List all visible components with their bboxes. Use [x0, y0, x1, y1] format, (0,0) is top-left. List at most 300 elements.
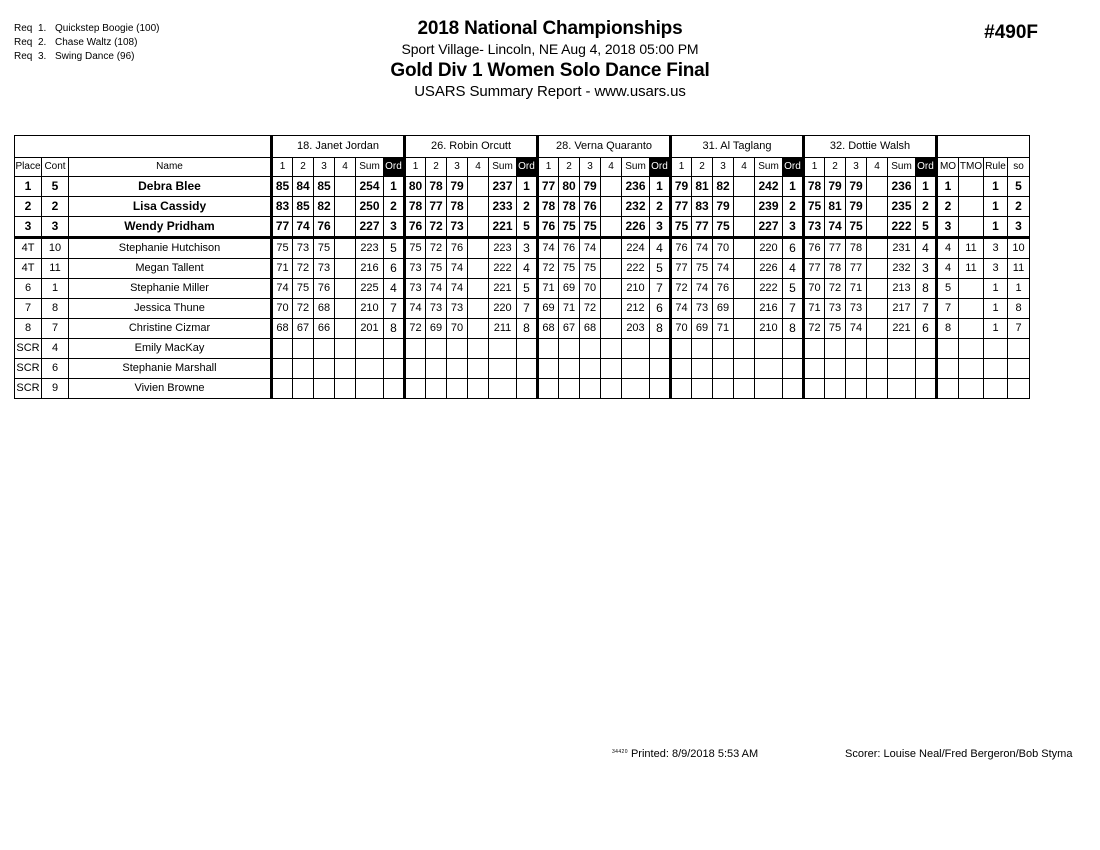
report-subtitle: USARS Summary Report - www.usars.us	[414, 83, 686, 100]
cell-mo: 2	[937, 197, 959, 217]
cell-score	[468, 177, 489, 197]
cell-ordinal: 2	[650, 197, 671, 217]
cell-score	[314, 339, 335, 359]
cell-score: 73	[692, 299, 713, 319]
cell-so: 5	[1008, 177, 1030, 197]
cell-score: 69	[559, 279, 580, 299]
cell-score: 74	[447, 259, 468, 279]
cell-score: 71	[804, 299, 825, 319]
table-row	[15, 217, 1030, 238]
cell-sum: 227	[755, 217, 783, 238]
cell-score	[867, 359, 888, 379]
cell-sum	[489, 379, 517, 399]
cell-score	[335, 279, 356, 299]
cell-place: 8	[15, 319, 42, 339]
cell-score: 71	[846, 279, 867, 299]
cell-sum: 239	[755, 197, 783, 217]
cell-score: 76	[580, 197, 601, 217]
cell-score: 74	[580, 238, 601, 259]
cell-ordinal	[384, 359, 405, 379]
cell-score	[867, 259, 888, 279]
cell-sum: 224	[622, 238, 650, 259]
cell-ordinal	[517, 339, 538, 359]
cell-ordinal	[650, 359, 671, 379]
cell-score: 77	[538, 177, 559, 197]
cell-score: 69	[538, 299, 559, 319]
cell-score	[272, 379, 293, 399]
requirement-number: 1.	[38, 23, 47, 34]
cell-ordinal: 5	[650, 259, 671, 279]
cell-ordinal	[783, 359, 804, 379]
cell-score	[447, 379, 468, 399]
cell-place: SCR	[15, 339, 42, 359]
cell-score: 74	[426, 279, 447, 299]
cell-place: 3	[15, 217, 42, 238]
cell-ordinal: 1	[783, 177, 804, 197]
cell-ordinal: 6	[783, 238, 804, 259]
requirement-label: Req	[14, 51, 33, 62]
cell-rule	[984, 359, 1008, 379]
cell-score: 73	[293, 238, 314, 259]
column-header-judge-4: 4	[601, 158, 622, 177]
cell-contestant-number: 3	[42, 217, 69, 238]
cell-score	[692, 379, 713, 399]
column-header-judge-2: 2	[692, 158, 713, 177]
cell-score	[426, 359, 447, 379]
cell-skater-name: Vivien Browne	[69, 379, 272, 399]
cell-score	[601, 359, 622, 379]
cell-skater-name: Christine Cizmar	[69, 319, 272, 339]
cell-score: 79	[671, 177, 692, 197]
cell-contestant-number: 6	[42, 359, 69, 379]
cell-score	[671, 379, 692, 399]
cell-score	[825, 359, 846, 379]
cell-score	[468, 319, 489, 339]
column-header-judge-1: 1	[804, 158, 825, 177]
cell-ordinal: 3	[650, 217, 671, 238]
cell-score	[335, 359, 356, 379]
cell-so: 10	[1008, 238, 1030, 259]
cell-rule: 1	[984, 279, 1008, 299]
cell-ordinal: 2	[517, 197, 538, 217]
requirement-label: Req	[14, 23, 33, 34]
column-header-cont: Cont	[42, 158, 69, 177]
cell-sum: 213	[888, 279, 916, 299]
requirement-text: Swing Dance (96)	[55, 51, 135, 62]
cell-score: 71	[538, 279, 559, 299]
cell-score	[405, 359, 426, 379]
cell-score: 67	[293, 319, 314, 339]
judge-name-header	[405, 136, 538, 158]
cell-score	[335, 177, 356, 197]
cell-ordinal: 5	[384, 238, 405, 259]
judge-label: 28. Verna Quaranto	[555, 140, 652, 152]
cell-ordinal: 6	[650, 299, 671, 319]
cell-score: 68	[272, 319, 293, 339]
cell-skater-name: Emily MacKay	[69, 339, 272, 359]
cell-ordinal: 8	[916, 279, 937, 299]
cell-ordinal: 2	[384, 197, 405, 217]
cell-score: 73	[846, 299, 867, 319]
cell-score	[335, 299, 356, 319]
cell-mo: 3	[937, 217, 959, 238]
table-row	[15, 259, 1030, 279]
cell-score: 69	[713, 299, 734, 319]
cell-rule: 1	[984, 299, 1008, 319]
cell-score: 73	[447, 299, 468, 319]
cell-score	[335, 339, 356, 359]
cell-place: SCR	[15, 359, 42, 379]
cell-contestant-number: 1	[42, 279, 69, 299]
cell-mo: 1	[937, 177, 959, 197]
cell-ordinal: 7	[783, 299, 804, 319]
cell-score: 74	[692, 238, 713, 259]
cell-score: 72	[405, 319, 426, 339]
cell-sum: 211	[489, 319, 517, 339]
cell-score: 83	[272, 197, 293, 217]
cell-rule: 1	[984, 197, 1008, 217]
cell-score	[468, 197, 489, 217]
column-header-judge-2: 2	[559, 158, 580, 177]
cell-score: 76	[671, 238, 692, 259]
table-row	[15, 299, 1030, 319]
cell-ordinal: 8	[650, 319, 671, 339]
cell-sum: 236	[888, 177, 916, 197]
cell-score	[601, 339, 622, 359]
cell-score: 83	[692, 197, 713, 217]
cell-score: 73	[447, 217, 468, 238]
cell-sum: 221	[489, 217, 517, 238]
cell-score: 80	[405, 177, 426, 197]
cell-sum	[622, 339, 650, 359]
cell-contestant-number: 11	[42, 259, 69, 279]
cell-sum: 217	[888, 299, 916, 319]
cell-score: 73	[825, 299, 846, 319]
column-header-judge-4: 4	[335, 158, 356, 177]
cell-ordinal	[384, 339, 405, 359]
cell-so	[1008, 379, 1030, 399]
cell-tmo	[959, 279, 984, 299]
cell-sum: 226	[622, 217, 650, 238]
cell-score	[825, 339, 846, 359]
cell-score	[734, 217, 755, 238]
judge-label: 31. Al Taglang	[702, 140, 772, 152]
cell-sum: 236	[622, 177, 650, 197]
cell-ordinal: 3	[384, 217, 405, 238]
requirement-number: 2.	[38, 37, 47, 48]
cell-mo: 4	[937, 259, 959, 279]
cell-so	[1008, 339, 1030, 359]
cell-score: 75	[692, 259, 713, 279]
cell-score: 70	[272, 299, 293, 319]
cell-sum: 225	[356, 279, 384, 299]
cell-tmo	[959, 379, 984, 399]
cell-score: 78	[804, 177, 825, 197]
cell-score	[335, 217, 356, 238]
cell-score: 72	[426, 238, 447, 259]
cell-score: 76	[713, 279, 734, 299]
cell-score: 71	[272, 259, 293, 279]
cell-score	[559, 379, 580, 399]
cell-sum	[888, 359, 916, 379]
cell-score: 68	[580, 319, 601, 339]
cell-tmo: 11	[959, 238, 984, 259]
cell-score: 75	[713, 217, 734, 238]
cell-score	[272, 339, 293, 359]
cell-so: 8	[1008, 299, 1030, 319]
cell-score	[734, 279, 755, 299]
cell-score	[293, 339, 314, 359]
cell-score: 77	[804, 259, 825, 279]
cell-score: 70	[671, 319, 692, 339]
cell-score	[272, 359, 293, 379]
cell-score: 77	[671, 197, 692, 217]
cell-sum: 223	[489, 238, 517, 259]
column-header-judge-ord: Ord	[783, 158, 804, 177]
cell-sum	[489, 359, 517, 379]
cell-sum: 201	[356, 319, 384, 339]
cell-mo	[937, 339, 959, 359]
table-row	[15, 238, 1030, 259]
cell-sum: 210	[356, 299, 384, 319]
cell-sum: 231	[888, 238, 916, 259]
cell-sum: 216	[755, 299, 783, 319]
cell-score	[671, 359, 692, 379]
cell-ordinal: 5	[517, 279, 538, 299]
column-header-judge-2: 2	[293, 158, 314, 177]
venue-datetime: Sport Village- Lincoln, NE Aug 4, 2018 05:00 PM	[401, 41, 699, 57]
cell-score: 67	[559, 319, 580, 339]
cell-score	[734, 379, 755, 399]
cell-place: SCR	[15, 379, 42, 399]
cell-score: 72	[825, 279, 846, 299]
cell-place: 1	[15, 177, 42, 197]
cell-score: 76	[538, 217, 559, 238]
table-row	[15, 197, 1030, 217]
cell-ordinal: 5	[783, 279, 804, 299]
cell-ordinal: 4	[783, 259, 804, 279]
cell-ordinal: 7	[517, 299, 538, 319]
cell-sum: 223	[356, 238, 384, 259]
cell-rule: 1	[984, 177, 1008, 197]
cell-score	[293, 379, 314, 399]
cell-score: 79	[825, 177, 846, 197]
column-header-judge-ord: Ord	[650, 158, 671, 177]
cell-score: 75	[314, 238, 335, 259]
cell-score: 84	[293, 177, 314, 197]
table-corner-spacer	[15, 136, 272, 158]
cell-mo: 8	[937, 319, 959, 339]
cell-so: 7	[1008, 319, 1030, 339]
column-header-judge-2: 2	[825, 158, 846, 177]
column-header-judge-ord: Ord	[916, 158, 937, 177]
event-code: #490F	[984, 22, 1038, 43]
cell-ordinal	[916, 339, 937, 359]
cell-score	[734, 339, 755, 359]
column-header-judge-4: 4	[468, 158, 489, 177]
column-header-judge-1: 1	[538, 158, 559, 177]
cell-sum: 226	[755, 259, 783, 279]
cell-score: 74	[825, 217, 846, 238]
cell-score	[335, 319, 356, 339]
cell-score: 82	[314, 197, 335, 217]
cell-score: 71	[559, 299, 580, 319]
cell-score	[867, 238, 888, 259]
cell-score: 78	[447, 197, 468, 217]
cell-ordinal	[517, 379, 538, 399]
cell-score: 78	[538, 197, 559, 217]
cell-tmo	[959, 217, 984, 238]
table-row	[15, 339, 1030, 359]
cell-score	[468, 259, 489, 279]
cell-score	[468, 379, 489, 399]
column-header-judge-ord: Ord	[517, 158, 538, 177]
cell-score	[601, 299, 622, 319]
cell-ordinal: 7	[384, 299, 405, 319]
cell-sum: 222	[489, 259, 517, 279]
cell-score: 75	[272, 238, 293, 259]
cell-rule: 1	[984, 319, 1008, 339]
cell-score: 78	[426, 177, 447, 197]
cell-ordinal: 8	[384, 319, 405, 339]
cell-score	[405, 339, 426, 359]
cell-score	[825, 379, 846, 399]
cell-score: 76	[314, 217, 335, 238]
column-header-judge-sum: Sum	[356, 158, 384, 177]
cell-ordinal: 8	[783, 319, 804, 339]
cell-score: 70	[804, 279, 825, 299]
column-header-rule: Rule	[984, 158, 1008, 177]
cell-score: 78	[825, 259, 846, 279]
cell-score: 72	[293, 259, 314, 279]
printed-value: 8/9/2018 5:53 AM	[671, 748, 759, 760]
cell-score	[405, 379, 426, 399]
cell-score	[867, 379, 888, 399]
column-header-judge-1: 1	[671, 158, 692, 177]
column-header-mo: MO	[937, 158, 959, 177]
results-table-container	[14, 135, 1030, 399]
cell-score: 74	[713, 259, 734, 279]
cell-tmo	[959, 359, 984, 379]
cell-ordinal	[650, 379, 671, 399]
cell-score	[601, 238, 622, 259]
cell-score: 75	[804, 197, 825, 217]
cell-score	[601, 217, 622, 238]
cell-sum: 222	[888, 217, 916, 238]
cell-score	[538, 339, 559, 359]
judge-name-header	[538, 136, 671, 158]
cell-rule	[984, 379, 1008, 399]
column-header-judge-3: 3	[447, 158, 468, 177]
cell-mo	[937, 379, 959, 399]
cell-sum	[622, 379, 650, 399]
cell-score	[335, 379, 356, 399]
cell-tmo	[959, 319, 984, 339]
cell-score	[601, 259, 622, 279]
cell-score	[671, 339, 692, 359]
scorer-label: Scorer:	[845, 748, 881, 760]
cell-so: 2	[1008, 197, 1030, 217]
cell-sum	[888, 339, 916, 359]
cell-sum: 222	[622, 259, 650, 279]
cell-sum: 250	[356, 197, 384, 217]
cell-ordinal	[650, 339, 671, 359]
cell-score	[335, 197, 356, 217]
cell-tmo: 11	[959, 259, 984, 279]
cell-sum: 227	[356, 217, 384, 238]
cell-score: 79	[846, 197, 867, 217]
cell-score: 74	[405, 299, 426, 319]
cell-score	[692, 359, 713, 379]
cell-ordinal: 3	[783, 217, 804, 238]
cell-place: 4T	[15, 238, 42, 259]
cell-score	[734, 238, 755, 259]
cell-skater-name: Megan Tallent	[69, 259, 272, 279]
cell-score: 72	[671, 279, 692, 299]
column-header-judge-sum: Sum	[755, 158, 783, 177]
cell-score	[804, 379, 825, 399]
cell-sum: 210	[755, 319, 783, 339]
cell-score: 80	[559, 177, 580, 197]
cell-score	[580, 339, 601, 359]
column-header-judge-3: 3	[580, 158, 601, 177]
cell-place: 7	[15, 299, 42, 319]
cell-skater-name: Stephanie Hutchison	[69, 238, 272, 259]
judge-header-row	[15, 136, 1030, 158]
event-title: Gold Div 1 Women Solo Dance Final	[390, 60, 710, 81]
cell-score	[468, 238, 489, 259]
cell-score	[468, 359, 489, 379]
cell-score: 73	[405, 279, 426, 299]
cell-score	[426, 379, 447, 399]
cell-score	[867, 197, 888, 217]
cell-ordinal: 4	[916, 238, 937, 259]
cell-score: 75	[846, 217, 867, 238]
cell-sum: 220	[489, 299, 517, 319]
cell-score	[734, 177, 755, 197]
judge-label: 26. Robin Orcutt	[430, 140, 512, 152]
cell-score: 68	[538, 319, 559, 339]
cell-place: 6	[15, 279, 42, 299]
cell-score: 79	[846, 177, 867, 197]
cell-score: 75	[293, 279, 314, 299]
cell-score	[846, 359, 867, 379]
judge-label: 32. Dottie Walsh	[829, 140, 911, 152]
cell-score: 75	[559, 259, 580, 279]
cell-score	[601, 319, 622, 339]
judge-name-header	[272, 136, 405, 158]
cell-score: 72	[580, 299, 601, 319]
cell-sum	[755, 379, 783, 399]
cell-sum: 212	[622, 299, 650, 319]
cell-sum	[356, 339, 384, 359]
cell-sum: 242	[755, 177, 783, 197]
cell-place: 2	[15, 197, 42, 217]
judge-name-header	[671, 136, 804, 158]
cell-score: 75	[580, 217, 601, 238]
cell-sum: 210	[622, 279, 650, 299]
column-header-judge-sum: Sum	[489, 158, 517, 177]
cell-mo	[937, 359, 959, 379]
cell-score	[468, 299, 489, 319]
cell-score: 75	[580, 259, 601, 279]
cell-contestant-number: 9	[42, 379, 69, 399]
cell-score	[734, 299, 755, 319]
table-row	[15, 177, 1030, 197]
cell-ordinal	[783, 339, 804, 359]
cell-sum	[622, 359, 650, 379]
column-header-so: so	[1008, 158, 1030, 177]
